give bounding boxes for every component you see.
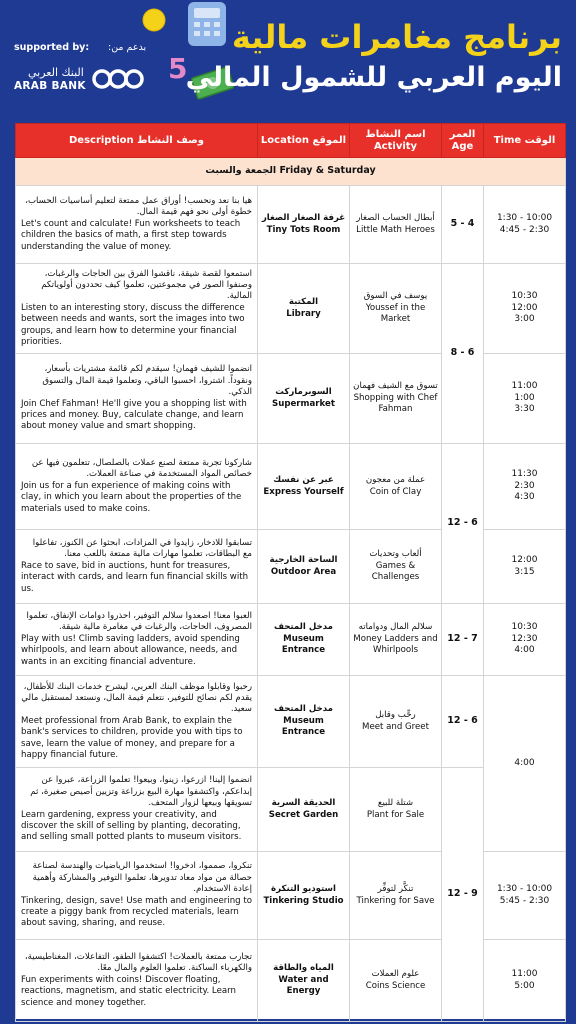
day-label: الجمعة والسبت Friday & Saturday [16,158,566,186]
activity-cell: تنكَّر لتوفِّر Tinkering for Save [350,852,442,940]
time-cell: 4:00 [484,676,566,852]
location-cell: مدخل المتحف Museum Entrance [258,676,350,768]
coin-icon [140,6,168,34]
calculator-icon [182,0,232,48]
description-cell: تسابقوا للادخار، زايدوا في المزادات، ابحثوا عن الكنوز، تفاعلوا مع البطاقات، تعلموا مهارات مالية ممتعة باللعب معنا. Race to save, bid in auctions, hunt for treasures, interact with cards, and learn fun financial skills with us. [16,530,258,604]
program-title: برنامج مغامرات مالية [231,18,562,56]
age-cell: 12 - 6 [442,676,484,768]
time-cell: 11:00 1:00 3:30 [484,354,566,444]
age-cell: 12 - 6 [442,444,484,604]
age-cell: 5 - 4 [442,186,484,264]
table-header-row [16,124,566,158]
bank-name-en: ARAB BANK [14,80,86,92]
activity-cell: علوم العملات Coins Science [350,940,442,1022]
activity-cell: عملة من معجون Coin of Clay [350,444,442,530]
table-row [16,354,566,444]
time-cell: 10:30 12:00 3:00 [484,264,566,354]
time-cell: 11:30 2:30 4:30 [484,444,566,530]
arab-bank-logo [90,64,146,94]
program-subtitle: اليوم العربي للشمول المالي [185,62,562,93]
location-cell: الحديقة السرية Secret Garden [258,768,350,852]
location-cell: المكتبة Library [258,264,350,354]
age-cell: 12 - 9 [442,768,484,1022]
header-location: Location الموقع [258,124,350,158]
activity-cell: سلالم المال ودواماته Money Ladders and Whirlpools [350,604,442,676]
table-row [16,940,566,1022]
description-cell: تجارب ممتعة بالعملات! اكتشفوا الطفو، التفاعلات، المغناطيسية، والكهرباء الساكنة. تعلموا العلوم والمال معًا. Fun experiments with coins! Discover floating, reactions, magnetism, and static electricity. Learn science and money together. [16,940,258,1022]
age-cell: 8 - 6 [442,264,484,444]
location-cell: غرفة الصغار الصغار Tiny Tots Room [258,186,350,264]
time-cell: 10:30 12:30 4:00 [484,604,566,676]
bank-name-ar: البنك العربي [28,66,84,79]
age-cell: 12 - 7 [442,604,484,676]
header-description: Description وصف النشاط [16,124,258,158]
description-cell: تنكروا، صمموا، ادخروا! استخدموا الرياضيات والهندسة لصناعة حصالة من مواد معاد تدويرها، تعلموا التوفير والمشاركة وأهمية إعادة الاستخدام. Tinkering, design, save! Use math and engineering to create a piggy bank from recycled materials, learn about saving, sharing, and reuse. [16,852,258,940]
table-row [16,264,566,354]
header-age: العمر Age [442,124,484,158]
table-row [16,444,566,530]
description-cell: انضموا للشيف فهمان! سيقدم لكم قائمة مشتريات بأسعار، ونقوداً. اشتروا، احسبوا الباقي، وتعلموا قيمة المال والتسوق الذكي. Join Chef Fahman! He'll give you a shopping list with prices and money. Buy, calculate change, and learn about money value and smart shopping. [16,354,258,444]
page-header [0,0,576,122]
description-cell: استمعوا لقصة شيقة، ناقشوا الفرق بين الحاجات والرغبات، وصنفوا الصور في مجموعتين، تعلموا كيف تحددون أولوياتكم المالية. Listen to an interesting story, discuss the difference between needs and wants, sort the images into two groups, and learn how to determine your financial priorities. [16,264,258,354]
time-cell: 1:30 - 10:00 4:45 - 2:30 [484,186,566,264]
location-cell: المياه والطاقة Water and Energy [258,940,350,1022]
header-time: Time الوقت [484,124,566,158]
supported-by-label-ar: بدعم من: [108,42,147,53]
activity-cell: ألعاب وتحديات Games & Challenges [350,530,442,604]
table-row [16,768,566,852]
activity-cell: رحِّب وقابل Meet and Greet [350,676,442,768]
location-cell: مدخل المتحف Museum Entrance [258,604,350,676]
activity-cell: يوسف في السوق Youssef in the Market [350,264,442,354]
location-cell: استوديو التنكرة Tinkering Studio [258,852,350,940]
table-row [16,186,566,264]
schedule-table [15,123,566,1022]
location-cell: السوبرماركت Supermarket [258,354,350,444]
location-cell: عبر عن نفسك Express Yourself [258,444,350,530]
table-row [16,530,566,604]
activity-cell: تسوق مع الشيف فهمان Shopping with Chef Fahman [350,354,442,444]
header-activity: اسم النشاط Activity [350,124,442,158]
description-cell: انضموا إلينا! ازرعوا، زينوا، وبيعوا! تعلموا الزراعة، عبروا عن إبداعكم، واكتشفوا مهارة البيع بزراعة وتزيين أصيص صغيرة، ثم تسويقها وبيعها لزوار المتحف. Learn gardening, express your creativity, and discover the skill of selling by planting, decorating, and selling small potted plants to museum visitors. [16,768,258,852]
activity-cell: شتلة للبيع Plant for Sale [350,768,442,852]
table-row [16,604,566,676]
time-cell: 1:30 - 10:00 5:45 - 2:30 [484,852,566,940]
time-cell: 12:00 3:15 [484,530,566,604]
time-cell: 11:00 5:00 [484,940,566,1022]
description-cell: شاركونا تجربة ممتعة لصنع عملات بالصلصال، تتعلمون فيها عن خصائص المواد المستخدمة في صناعة العملات. Join us for a fun experience of making coins with clay, in which you learn about the properties of the materials used to make coins. [16,444,258,530]
location-cell: الساحة الخارجية Outdoor Area [258,530,350,604]
table-row [16,852,566,940]
description-cell: رحبوا وقابلوا موظف البنك العربي، ليشرح خدمات البنك للأطفال، يقدم لكم نصائح للتوفير، نتعلم قيمة المال، ونستعد لمستقبل مالي سعيد. Meet professional from Arab Bank, to explain the bank's services to children, provide you with tips to save, learn the value of money, and prepare for a happy financial future. [16,676,258,768]
table-row [16,676,566,768]
day-row [16,158,566,186]
activity-cell: أبطال الحساب الصغار Little Math Heroes [350,186,442,264]
description-cell: العبوا معنا! اصعدوا سلالم التوفير، احذروا دوامات الإنفاق، تعلموا المصروف، الحاجات، والرغبات في مغامرة مالية شيقة. Play with us! Climb saving ladders, avoid spending whirlpools, and learn about allowance, needs, and wants in an exciting financial adventure. [16,604,258,676]
svg-text:5: 5 [168,52,188,84]
description-cell: هيا بنا نعد ونحسب! أوراق عمل ممتعة لتعليم أساسيات الحساب، خطوة أولى نحو فهم قيمة المال. Let's count and calculate! Fun worksheets to teach children the basics of math, a first step towards understanding the value of money. [16,186,258,264]
supported-by-label: supported by: [14,42,90,53]
schedule-table-container [15,123,565,1019]
